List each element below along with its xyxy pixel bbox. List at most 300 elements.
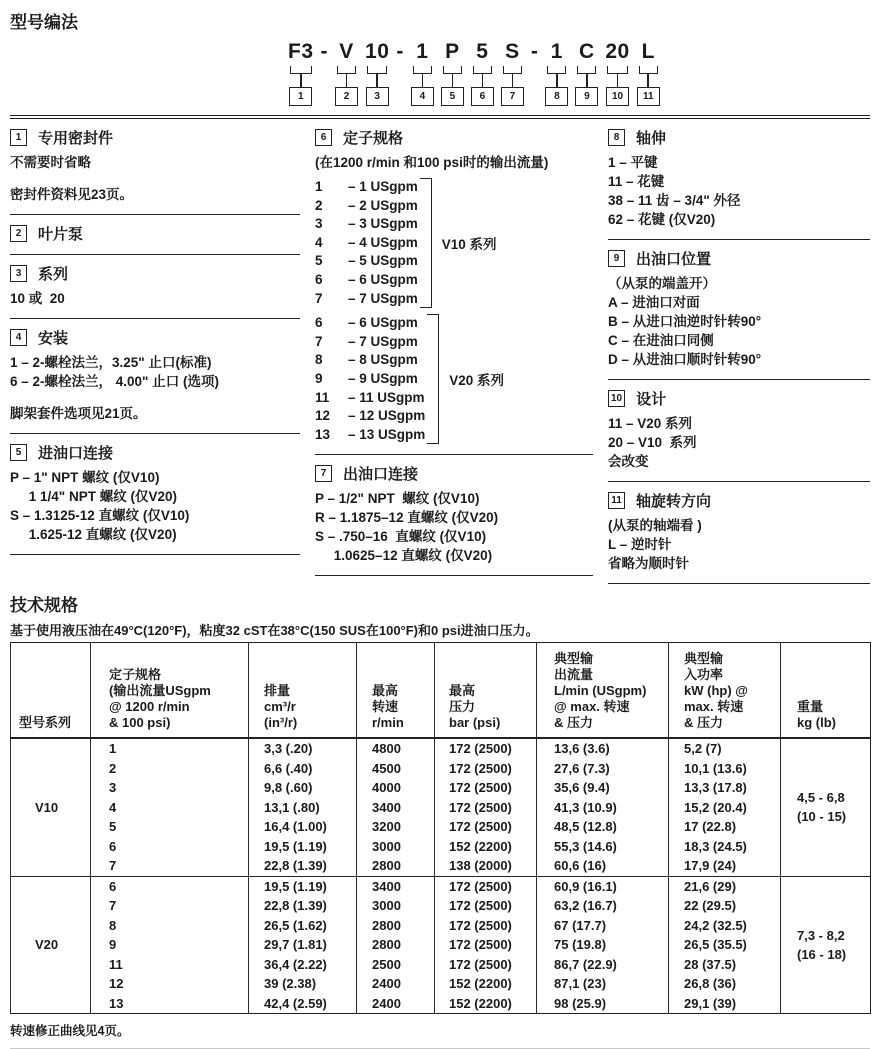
- weight-line: (10 - 15): [797, 809, 847, 825]
- connector-line: [482, 74, 484, 87]
- ring-size-item: [315, 234, 418, 253]
- header-line: kg (lb): [797, 715, 836, 730]
- code-text: L: [641, 40, 655, 63]
- ring-size-code: 6: [315, 271, 323, 287]
- table-row: [11, 974, 871, 994]
- ring-size-desc: – 1 USgpm: [348, 179, 418, 194]
- section-heading: [10, 442, 300, 463]
- spec-cell: 4: [91, 798, 249, 818]
- spec-cell: 55,3 (14.6): [537, 837, 669, 857]
- spec-cell: 152 (2200): [435, 837, 537, 857]
- spec-cell: 60,6 (16): [537, 856, 669, 876]
- header-line: 最高: [372, 683, 399, 698]
- header-line: 入功率: [684, 667, 724, 682]
- header-line: r/min: [372, 715, 404, 730]
- column-right: [608, 119, 870, 584]
- spec-cell: 9,8 (.60): [249, 778, 357, 798]
- connector-line: [512, 74, 514, 87]
- code-separator: [396, 41, 404, 63]
- text-line: 38 – 11 齿 – 3/4" 外径: [608, 193, 741, 208]
- section-number-box: 3: [10, 265, 27, 282]
- ring-size-code: 7: [315, 290, 323, 306]
- spec-cell: 28 (37.5): [669, 955, 781, 975]
- ring-size-list: [315, 178, 418, 308]
- spec-cell: 86,7 (22.9): [537, 955, 669, 975]
- code-text: -: [396, 40, 404, 63]
- series-group-v20: [11, 876, 871, 1014]
- table-row: [11, 778, 871, 798]
- section-body: [10, 289, 300, 308]
- ring-size-desc: – 7 USgpm: [348, 333, 418, 349]
- spec-cell: 172 (2500): [435, 817, 537, 837]
- ring-size-code: 2: [315, 197, 323, 213]
- ring-size-item: [315, 333, 425, 352]
- position-number-box: 5: [441, 87, 464, 106]
- spec-cell: 98 (25.9): [537, 994, 669, 1014]
- section-title: 出油口连接: [343, 466, 419, 484]
- section-outlet-connection: [315, 455, 593, 576]
- spec-cell: 152 (2200): [435, 994, 537, 1014]
- specs-title: 技术规格: [10, 596, 78, 615]
- section-title: 进油口连接: [38, 445, 114, 462]
- spec-cell: 9: [91, 935, 249, 955]
- code-segment-8: [545, 41, 568, 106]
- spec-cell: 3000: [357, 896, 435, 916]
- spec-cell: 22,8 (1.39): [249, 896, 357, 916]
- table-row: [11, 738, 871, 759]
- ring-size-desc: – 5 USgpm: [348, 253, 418, 269]
- code-segment-7: [501, 41, 524, 106]
- header-line: 排量: [264, 683, 291, 698]
- text-line: （从泵的端盖开）: [608, 276, 716, 291]
- spec-cell: 172 (2500): [435, 916, 537, 936]
- section-title: 出油口位置: [636, 251, 712, 268]
- section-heading: [315, 127, 593, 148]
- text-line: 会改变: [608, 454, 649, 469]
- position-number-box: 4: [411, 87, 434, 106]
- header-line: 最高: [449, 683, 476, 698]
- section-ring-size: [315, 119, 593, 455]
- spec-cell: 2800: [357, 935, 435, 955]
- text-line: 1 – 平键: [608, 155, 658, 170]
- ring-size-item: [315, 178, 418, 197]
- header-line: 典型输: [554, 651, 594, 666]
- spec-cell: 7: [91, 896, 249, 916]
- section-number-box: 6: [315, 129, 332, 146]
- text-line: 6 – 2-螺栓法兰， 4.00" 止口 (选项): [10, 374, 219, 389]
- code-text: S: [505, 40, 520, 63]
- text-line: 1.625-12 直螺纹 (仅V20): [10, 527, 177, 542]
- weight-line: (16 - 18): [797, 946, 847, 962]
- specs-subtitle: 基于使用液压油在49°C(120°F)，粘度32 cST在38°C(150 SUS在100°F)和0 psi进油口压力。: [10, 623, 539, 638]
- text-line: 1.0625–12 直螺纹 (仅V20): [315, 548, 493, 564]
- spec-cell: 11: [91, 955, 249, 975]
- header-line: & 100 psi): [109, 715, 171, 730]
- ring-size-group: [315, 178, 593, 308]
- position-number-box: 8: [545, 87, 568, 106]
- code-segment-2: [335, 41, 358, 106]
- code-text: 20: [605, 40, 630, 63]
- header-line: 转速: [372, 699, 399, 714]
- weight-line: 7,3 - 8,2: [797, 927, 845, 943]
- column-middle: [315, 119, 593, 584]
- ring-size-item: [315, 351, 425, 370]
- spec-cell: 60,9 (16.1): [537, 876, 669, 896]
- connector-bracket-icon: [607, 66, 627, 74]
- spec-cell: 67 (17.7): [537, 916, 669, 936]
- section-body: [608, 516, 870, 573]
- table-row: [11, 994, 871, 1014]
- spec-cell: 172 (2500): [435, 935, 537, 955]
- section-heading: [10, 223, 300, 244]
- spec-cell: 138 (2000): [435, 856, 537, 876]
- column-left: [10, 119, 300, 584]
- spec-cell: 26,8 (36): [669, 974, 781, 994]
- section-heading: [10, 127, 300, 148]
- ring-size-desc: – 12 USgpm: [348, 408, 426, 424]
- ring-size-desc: – 9 USgpm: [348, 370, 418, 386]
- spec-cell: 2: [91, 759, 249, 779]
- section-number-box: 1: [10, 129, 27, 146]
- spec-cell: 7: [91, 856, 249, 876]
- ring-size-desc: – 3 USgpm: [348, 216, 418, 232]
- header-line: max. 转速: [684, 699, 744, 714]
- code-text: 5: [476, 40, 489, 63]
- column-header: [669, 643, 781, 739]
- column-header: [357, 643, 435, 739]
- spec-cell: 39 (2.38): [249, 974, 357, 994]
- section-heading: [608, 127, 870, 148]
- series-label: V10 系列: [441, 237, 497, 253]
- spec-cell: 42,4 (2.59): [249, 994, 357, 1014]
- spec-cell: 19,5 (1.19): [249, 876, 357, 896]
- spec-cell: 18,3 (24.5): [669, 837, 781, 857]
- text-line: 密封件资料见23页。: [10, 187, 134, 202]
- spec-cell: 3400: [357, 798, 435, 818]
- spec-cell: 75 (19.8): [537, 935, 669, 955]
- ring-size-code: 12: [315, 408, 331, 424]
- ring-size-item: [315, 252, 418, 271]
- spec-cell: 2500: [357, 955, 435, 975]
- code-text: 10: [365, 40, 390, 63]
- text-line: 62 – 花键 (仅V20): [608, 212, 716, 227]
- spec-cell: 4800: [357, 738, 435, 759]
- header-line: L/min (USgpm): [554, 683, 647, 698]
- text-line: 不需要时省略: [10, 155, 91, 170]
- ring-size-code: 6: [315, 315, 323, 331]
- section-mounting: [10, 319, 300, 434]
- spec-cell: 3200: [357, 817, 435, 837]
- spec-cell: 2800: [357, 916, 435, 936]
- section-title: 轴伸: [636, 130, 667, 147]
- section-title: 叶片泵: [38, 226, 84, 243]
- header-line: (输出流量USgpm: [109, 683, 211, 698]
- ring-size-item: [315, 370, 425, 389]
- connector-bracket-icon: [503, 66, 522, 74]
- section-columns: [10, 119, 870, 584]
- spec-cell: 16,4 (1.00): [249, 817, 357, 837]
- ring-size-group: [315, 314, 593, 444]
- spec-cell: 24,2 (32.5): [669, 916, 781, 936]
- ring-size-code: 8: [315, 352, 323, 368]
- code-segment-4: [411, 41, 434, 106]
- text-line: A – 进油口对面: [608, 295, 700, 310]
- column-header: [11, 643, 91, 739]
- code-text: C: [579, 40, 595, 63]
- position-number-box: 9: [575, 87, 598, 106]
- ring-size-code: 11: [315, 389, 330, 405]
- spec-cell: 5: [91, 817, 249, 837]
- code-segment-6: [471, 41, 494, 106]
- spec-cell: 13,1 (.80): [249, 798, 357, 818]
- spec-cell: 29,7 (1.81): [249, 935, 357, 955]
- connector-bracket-icon: [639, 66, 658, 74]
- table-header-row: [11, 643, 871, 739]
- spec-cell: 5,2 (7): [669, 738, 781, 759]
- table-row: [11, 856, 871, 876]
- section-shaft-extension: [608, 119, 870, 240]
- spec-cell: 6: [91, 876, 249, 896]
- ring-size-item: [315, 271, 418, 290]
- spec-cell: 172 (2500): [435, 876, 537, 896]
- text-line: L – 逆时针: [608, 537, 672, 552]
- series-bracket-icon: [420, 178, 432, 308]
- code-segment-5: [441, 41, 464, 106]
- section-number-box: 10: [608, 390, 625, 407]
- code-segment-10: [605, 41, 629, 106]
- section-body: [608, 274, 870, 369]
- connector-bracket-icon: [547, 66, 566, 74]
- spec-cell: 29,1 (39): [669, 994, 781, 1014]
- ring-size-groups: [315, 178, 593, 444]
- spec-cell: 48,5 (12.8): [537, 817, 669, 837]
- text-line: P – 1/2" NPT 螺纹 (仅V10): [315, 491, 480, 507]
- spec-cell: 17,9 (24): [669, 856, 781, 876]
- spec-cell: 22,8 (1.39): [249, 856, 357, 876]
- ring-size-code: 13: [315, 426, 331, 442]
- spec-cell: 172 (2500): [435, 798, 537, 818]
- header-line: 典型输: [684, 651, 724, 666]
- section-design: [608, 380, 870, 482]
- table-row: [11, 817, 871, 837]
- spec-cell: 26,5 (1.62): [249, 916, 357, 936]
- section-title: 专用密封件: [38, 130, 114, 147]
- spec-cell: 13,3 (17.8): [669, 778, 781, 798]
- section-series: [10, 255, 300, 319]
- spec-cell: 172 (2500): [435, 955, 537, 975]
- spec-cell: 87,1 (23): [537, 974, 669, 994]
- connector-line: [300, 74, 302, 87]
- header-line: 重量: [797, 699, 824, 714]
- section-outlet-position: [608, 240, 870, 380]
- header-line: @ max. 转速: [554, 699, 630, 714]
- table-header: [11, 643, 871, 739]
- section-number-box: 11: [608, 492, 625, 509]
- ring-size-desc: – 6 USgpm: [348, 315, 418, 331]
- ring-size-item: [315, 426, 425, 445]
- header-line: 定子规格: [109, 667, 162, 682]
- ring-size-code: 4: [315, 234, 323, 250]
- code-separator: [321, 41, 329, 63]
- text-line: (从泵的轴端看 ): [608, 518, 702, 533]
- ring-size-desc: – 2 USgpm: [348, 197, 418, 213]
- weight-line: 4,5 - 6,8: [797, 790, 845, 806]
- table-row: [11, 759, 871, 779]
- text-line: [10, 391, 300, 404]
- ring-size-code: 9: [315, 370, 323, 386]
- code-text: V: [339, 40, 354, 63]
- position-number-box: 10: [606, 87, 629, 106]
- text-line: 1 1/4" NPT 螺纹 (仅V20): [10, 489, 177, 504]
- section-heading: [608, 490, 870, 511]
- connector-line: [647, 74, 649, 87]
- spec-cell: 19,5 (1.19): [249, 837, 357, 857]
- header-line: (in³/r): [264, 715, 298, 730]
- page-title: 型号编法: [10, 13, 78, 32]
- code-segment-11: [637, 41, 660, 106]
- text-line: [10, 172, 300, 185]
- header-line: @ 1200 r/min: [109, 699, 190, 714]
- text-line: D – 从进油口顺时针转90°: [608, 352, 762, 367]
- code-text: 1: [416, 40, 429, 63]
- connector-line: [617, 74, 619, 87]
- section-heading: [608, 388, 870, 409]
- section-number-box: 5: [10, 444, 27, 461]
- section-number-box: 8: [608, 129, 625, 146]
- ring-size-item: [315, 290, 418, 309]
- position-number-box: 11: [637, 87, 660, 106]
- ring-size-code: 3: [315, 216, 323, 232]
- code-text: -: [320, 40, 329, 63]
- weight-cell: [781, 876, 871, 1014]
- position-number-box: 3: [366, 87, 389, 106]
- spec-cell: 36,4 (2.22): [249, 955, 357, 975]
- spec-cell: 4500: [357, 759, 435, 779]
- connector-bracket-icon: [367, 66, 387, 74]
- table-row: [11, 876, 871, 896]
- weight-cell: [781, 738, 871, 876]
- ring-size-item: [315, 314, 425, 333]
- section-heading: [315, 463, 593, 484]
- section-body: [10, 153, 300, 204]
- position-number-box: 1: [289, 87, 312, 106]
- series-bracket-icon: [427, 314, 439, 444]
- spec-cell: 6: [91, 837, 249, 857]
- section-number-box: 9: [608, 250, 625, 267]
- header-line: & 压力: [684, 715, 724, 730]
- spec-cell: 172 (2500): [435, 896, 537, 916]
- section-title: 系列: [38, 266, 69, 283]
- header-line: 压力: [449, 699, 476, 714]
- ring-size-desc: – 13 USgpm: [348, 426, 426, 442]
- specs-table: [10, 642, 871, 1014]
- spec-cell: 2400: [357, 994, 435, 1014]
- specs-footnote: 转速修正曲线见4页。: [10, 1024, 130, 1038]
- section-heading: [10, 263, 300, 284]
- ring-size-desc: – 8 USgpm: [348, 352, 418, 368]
- spec-cell: 10,1 (13.6): [669, 759, 781, 779]
- spec-cell: 27,6 (7.3): [537, 759, 669, 779]
- text-line: B – 从进口油逆时针转90°: [608, 314, 762, 329]
- section-body: [10, 468, 300, 544]
- section-heading: [608, 248, 870, 269]
- section-body: [315, 489, 593, 565]
- code-text: F3: [288, 40, 314, 63]
- series-cell: V20: [11, 876, 91, 1014]
- spec-cell: 22 (29.5): [669, 896, 781, 916]
- spec-cell: 13,6 (3.6): [537, 738, 669, 759]
- text-line: P – 1" NPT 螺纹 (仅V10): [10, 470, 160, 485]
- text-line: 10 或 20: [10, 291, 65, 306]
- header-line: kW (hp) @: [684, 683, 748, 698]
- spec-cell: 12: [91, 974, 249, 994]
- spec-cell: 15,2 (20.4): [669, 798, 781, 818]
- series-label: V20 系列: [449, 373, 505, 389]
- ring-size-code: 1: [315, 179, 323, 194]
- spec-cell: 172 (2500): [435, 738, 537, 759]
- section-number-box: 7: [315, 465, 332, 482]
- section-title: 定子规格: [343, 130, 404, 147]
- section-title: 轴旋转方向: [636, 493, 712, 510]
- code-text: -: [530, 40, 539, 63]
- spec-cell: 3400: [357, 876, 435, 896]
- ring-size-item: [315, 389, 425, 408]
- spec-cell: 26,5 (35.5): [669, 935, 781, 955]
- spec-cell: 172 (2500): [435, 759, 537, 779]
- ring-size-desc: – 6 USgpm: [348, 271, 418, 287]
- section-body: [10, 353, 300, 423]
- code-text: 1: [550, 40, 563, 63]
- connector-bracket-icon: [337, 66, 356, 74]
- section-heading: [10, 327, 300, 348]
- position-number-box: 2: [335, 87, 358, 106]
- text-line: 1 – 2-螺栓法兰，3.25" 止口(标准): [10, 355, 212, 370]
- section-vane-pump: [10, 215, 300, 255]
- text-line: R – 1.1875–12 直螺纹 (仅V20): [315, 510, 499, 526]
- connector-bracket-icon: [577, 66, 596, 74]
- header-line: bar (psi): [449, 715, 501, 730]
- header-line: 出流量: [554, 667, 594, 682]
- header-line: 型号系列: [19, 715, 72, 730]
- ring-size-desc: – 7 USgpm: [348, 290, 418, 306]
- text-line: 20 – V10 系列: [608, 435, 697, 450]
- spec-cell: 13: [91, 994, 249, 1014]
- text-line: 省略为顺时针: [608, 556, 689, 571]
- code-segment-1: [288, 41, 314, 106]
- column-header: [781, 643, 871, 739]
- section-body: [608, 414, 870, 471]
- header-line: cm³/r: [264, 699, 296, 714]
- code-segment-3: [365, 41, 389, 106]
- spec-cell: 17 (22.8): [669, 817, 781, 837]
- table-row: [11, 935, 871, 955]
- section-note: (在1200 r/min 和100 psi时的输出流量): [315, 155, 549, 170]
- table-row: [11, 955, 871, 975]
- ring-size-code: 7: [315, 333, 323, 349]
- spec-cell: 63,2 (16.7): [537, 896, 669, 916]
- section-shaft-rotation: [608, 482, 870, 584]
- spec-cell: 6,6 (.40): [249, 759, 357, 779]
- spec-cell: 4000: [357, 778, 435, 798]
- text-line: 脚架套件选项见21页。: [10, 406, 147, 421]
- section-special-seals: [10, 119, 300, 215]
- position-number-box: 6: [471, 87, 494, 106]
- ring-size-desc: – 4 USgpm: [348, 234, 418, 250]
- column-header: [91, 643, 249, 739]
- spec-cell: 2400: [357, 974, 435, 994]
- section-body: [608, 153, 870, 229]
- table-row: [11, 896, 871, 916]
